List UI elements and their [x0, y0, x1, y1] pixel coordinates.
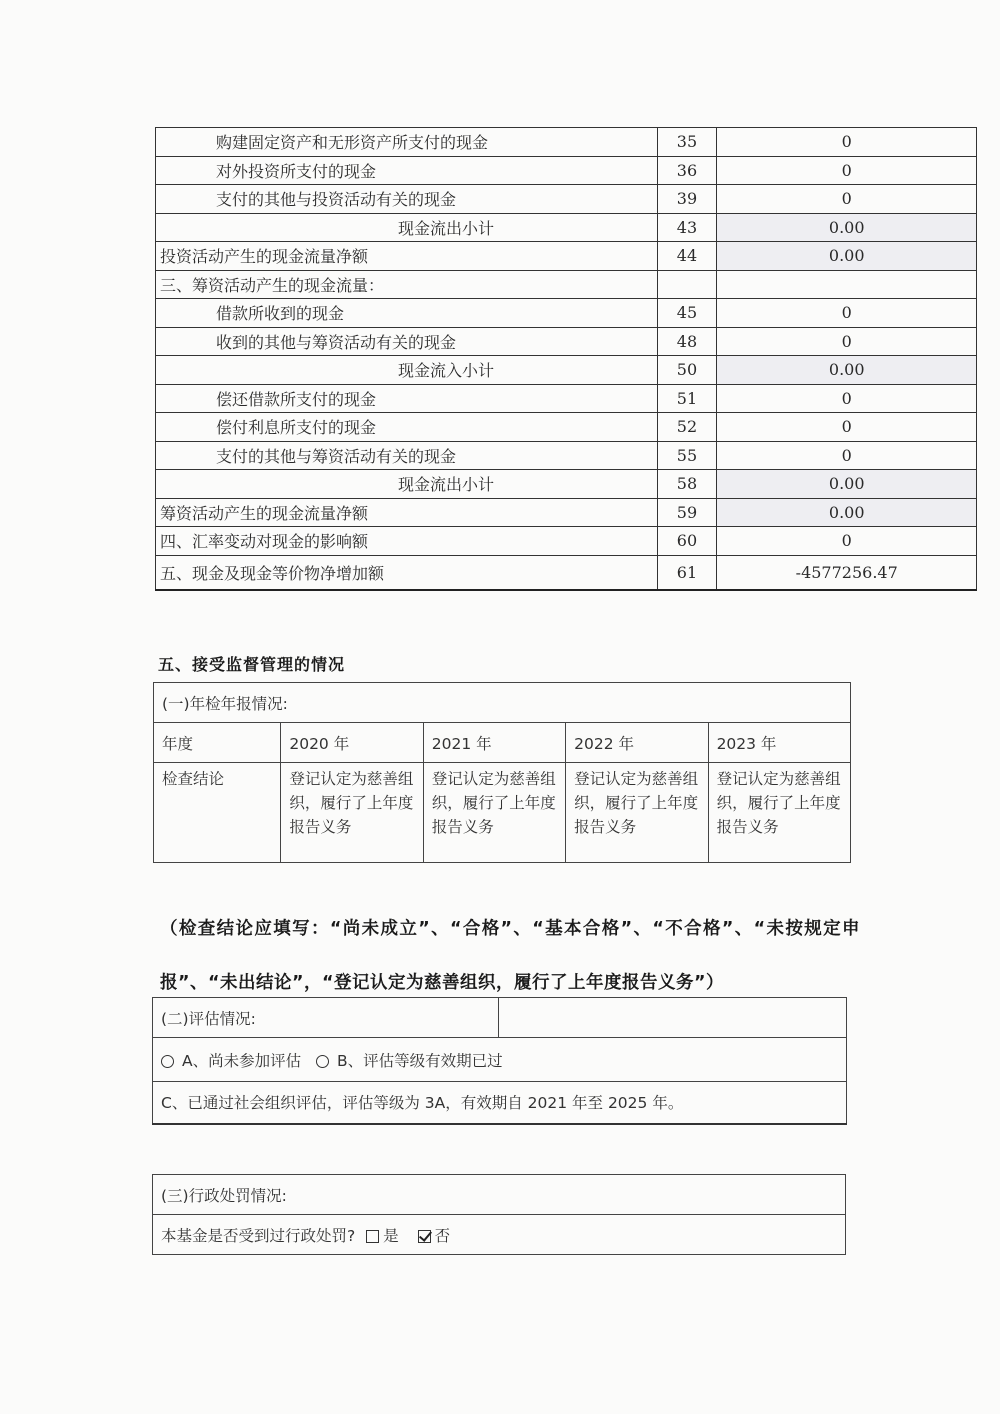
line-number: 61 [657, 555, 717, 590]
year-cell: 2023 年 [708, 723, 850, 763]
cash-flow-row [156, 213, 977, 242]
section-title: 五、接受监督管理的情况 [158, 655, 346, 674]
amount-value: 0.00 [717, 213, 977, 242]
year-label: 年度 [154, 723, 281, 763]
penalty-table [152, 1174, 846, 1255]
year-cell: 2022 年 [566, 723, 708, 763]
option-a-label: A、尚未参加评估 [182, 1051, 302, 1070]
cash-flow-row [156, 299, 977, 328]
option-b-label: B、评估等级有效期已过 [337, 1051, 503, 1070]
line-number: 39 [657, 185, 717, 214]
item-label: 现金流入小计 [156, 356, 658, 385]
penalty-question: 本基金是否受到过行政处罚? [161, 1226, 356, 1245]
item-label: 购建固定资产和无形资产所支付的现金 [156, 128, 658, 157]
option-b[interactable] [316, 1052, 503, 1070]
amount-value: 0 [717, 413, 977, 442]
annual-check-header: (一)年检年报情况: [154, 683, 851, 723]
item-label: 现金流出小计 [156, 470, 658, 499]
item-label: 四、汇率变动对现金的影响额 [156, 527, 658, 556]
line-number: 60 [657, 527, 717, 556]
item-label: 支付的其他与投资活动有关的现金 [156, 185, 658, 214]
item-label: 偿还借款所支付的现金 [156, 384, 658, 413]
cash-flow-row [156, 356, 977, 385]
cash-flow-row [156, 413, 977, 442]
line-number: 50 [657, 356, 717, 385]
penalty-question-row [153, 1215, 846, 1255]
line-number: 35 [657, 128, 717, 157]
item-label: 筹资活动产生的现金流量净额 [156, 498, 658, 527]
yes-checkbox[interactable] [366, 1230, 379, 1243]
amount-value: 0 [717, 185, 977, 214]
line-number: 45 [657, 299, 717, 328]
line-number: 51 [657, 384, 717, 413]
line-number: 58 [657, 470, 717, 499]
amount-value: 0 [717, 384, 977, 413]
yes-label: 是 [383, 1226, 399, 1245]
line-number [657, 270, 717, 299]
evaluation-options-row [153, 1038, 847, 1082]
cash-flow-row [156, 270, 977, 299]
evaluation-table [152, 997, 847, 1125]
line-number: 44 [657, 242, 717, 271]
amount-value: 0 [717, 327, 977, 356]
amount-value: 0.00 [717, 470, 977, 499]
cash-flow-table [155, 127, 977, 591]
no-label: 否 [434, 1226, 451, 1245]
option-a-radio[interactable] [161, 1055, 174, 1068]
line-number: 36 [657, 156, 717, 185]
item-label: 投资活动产生的现金流量净额 [156, 242, 658, 271]
cash-flow-row [156, 156, 977, 185]
option-a[interactable] [161, 1052, 301, 1070]
amount-value: 0 [717, 299, 977, 328]
cash-flow-row [156, 527, 977, 556]
cash-flow-row [156, 498, 977, 527]
amount-value: 0.00 [717, 242, 977, 271]
cash-flow-row [156, 384, 977, 413]
amount-value: 0 [717, 128, 977, 157]
cash-flow-row [156, 128, 977, 157]
evaluation-header: (二)评估情况: [153, 998, 499, 1038]
item-label: 收到的其他与筹资活动有关的现金 [156, 327, 658, 356]
cash-flow-row [156, 242, 977, 271]
item-label: 对外投资所支付的现金 [156, 156, 658, 185]
item-label: 支付的其他与筹资活动有关的现金 [156, 441, 658, 470]
cash-flow-row [156, 327, 977, 356]
amount-value: 0 [717, 527, 977, 556]
result-cell: 登记认定为慈善组织，履行了上年度报告义务 [708, 763, 850, 863]
year-cell: 2020 年 [281, 723, 423, 763]
item-label: 偿付利息所支付的现金 [156, 413, 658, 442]
item-label: 现金流出小计 [156, 213, 658, 242]
item-label: 三、筹资活动产生的现金流量： [156, 270, 658, 299]
amount-value [717, 270, 977, 299]
item-label: 五、现金及现金等价物净增加额 [156, 555, 658, 590]
amount-value: 0 [717, 156, 977, 185]
result-cell: 登记认定为慈善组织，履行了上年度报告义务 [423, 763, 565, 863]
line-number: 59 [657, 498, 717, 527]
annual-check-table [153, 682, 851, 863]
line-number: 48 [657, 327, 717, 356]
year-cell: 2021 年 [423, 723, 565, 763]
result-cell: 登记认定为慈善组织，履行了上年度报告义务 [566, 763, 708, 863]
option-c-text: C、已通过社会组织评估，评估等级为 3A，有效期自 2021 年至 2025 年。 [153, 1082, 847, 1124]
no-checkbox[interactable] [418, 1230, 431, 1243]
line-number: 52 [657, 413, 717, 442]
amount-value: 0 [717, 441, 977, 470]
cash-flow-row [156, 441, 977, 470]
amount-value: 0.00 [717, 498, 977, 527]
result-label: 检查结论 [154, 763, 281, 863]
fill-instruction-note: （检查结论应填写：“尚未成立”、“合格”、“基本合格”、“不合格”、“未按规定申报”、“未出结论”，“登记认定为慈善组织，履行了上年度报告义务”） [160, 919, 860, 993]
penalty-header: (三)行政处罚情况: [153, 1175, 846, 1215]
line-number: 43 [657, 213, 717, 242]
result-cell: 登记认定为慈善组织，履行了上年度报告义务 [281, 763, 423, 863]
cash-flow-row [156, 555, 977, 590]
amount-value: -4577256.47 [717, 555, 977, 590]
cash-flow-row [156, 470, 977, 499]
evaluation-blank-cell [499, 998, 847, 1038]
cash-flow-row [156, 185, 977, 214]
option-b-radio[interactable] [316, 1055, 329, 1068]
item-label: 借款所收到的现金 [156, 299, 658, 328]
line-number: 55 [657, 441, 717, 470]
amount-value: 0.00 [717, 356, 977, 385]
